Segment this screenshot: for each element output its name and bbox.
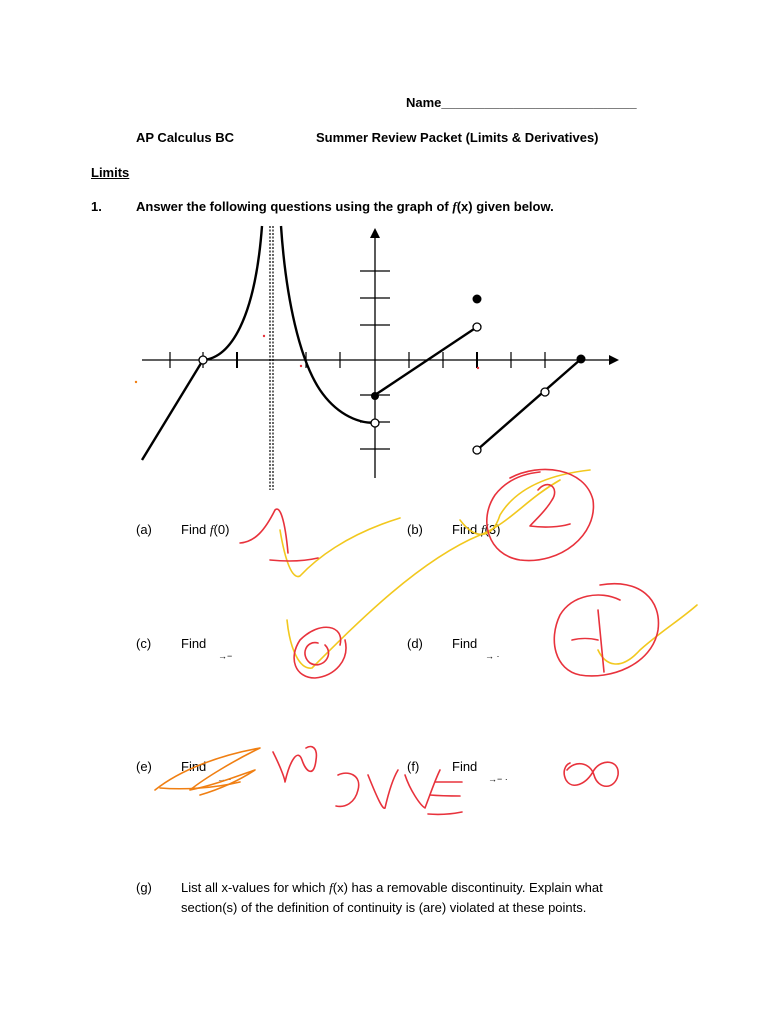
graph-points xyxy=(199,295,586,455)
part-d-label: (d) xyxy=(407,636,423,651)
part-c-label: (c) xyxy=(136,636,152,651)
part-g-label: (g) xyxy=(136,880,152,895)
part-b-text: Find f(3) xyxy=(452,522,501,537)
name-field-label: Name___________________________ xyxy=(406,95,637,110)
part-g-line2: section(s) of the definition of continuity is (are) violated at these points. xyxy=(181,900,587,915)
part-a-text: Find f(0) xyxy=(181,522,230,537)
part-d-text: Find xyxy=(452,636,478,651)
part-a-label: (a) xyxy=(136,522,152,537)
part-e-subscript: → · xyxy=(217,774,232,784)
part-e-label: (e) xyxy=(136,759,152,774)
packet-title: Summer Review Packet (Limits & Derivatives) xyxy=(316,130,599,145)
question-prompt: Answer the following questions using the graph of f(x) given below. xyxy=(136,199,554,214)
part-d-subscript: → · xyxy=(485,651,500,661)
part-c-subscript: →− xyxy=(218,651,233,661)
vertical-asymptote xyxy=(270,226,273,490)
part-f-label: (f) xyxy=(407,759,420,774)
part-e-text: Find xyxy=(181,759,207,774)
part-f-text: Find xyxy=(452,759,478,774)
part-c-text: Find xyxy=(181,636,207,651)
course-title: AP Calculus BC xyxy=(136,130,235,145)
question-number: 1. xyxy=(91,199,102,214)
part-f-subscript: →− · xyxy=(488,774,508,784)
function-curves xyxy=(142,226,581,460)
part-g-line1: List all x-values for which f(x) has a removable discontinuity. Explain what xyxy=(181,880,603,895)
section-title: Limits xyxy=(91,165,130,180)
part-b-label: (b) xyxy=(407,522,423,537)
